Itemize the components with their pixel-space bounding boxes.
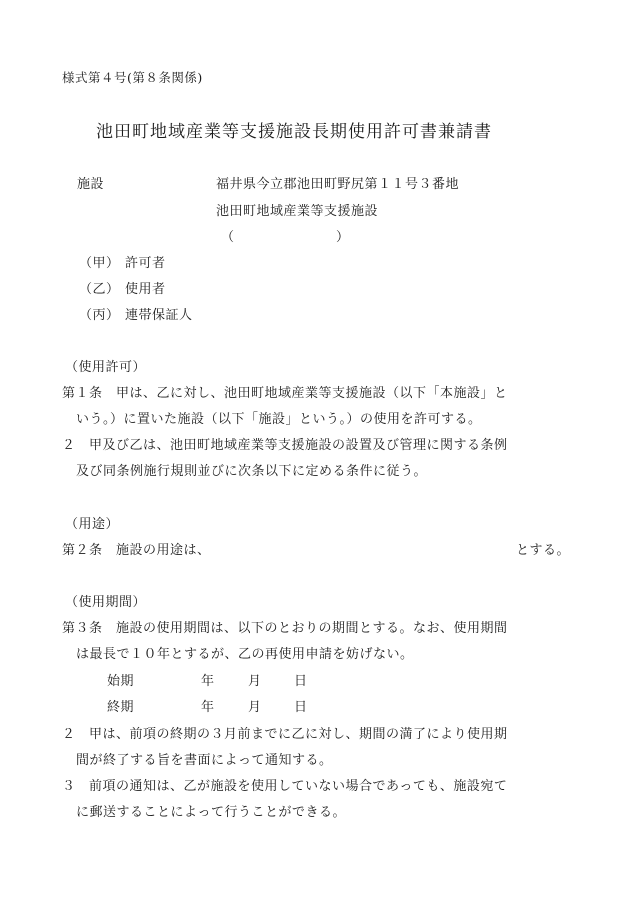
party-kou-role: 許可者	[125, 256, 166, 271]
article1-para1-line1: 第１条 甲は、乙に対し、池田町地域産業等支援施設（以下「本施設」と	[62, 386, 508, 401]
article3-para3-line1: ３ 前項の通知は、乙が施設を使用していない場合であっても、施設宛て	[62, 779, 508, 794]
party-hei-mark: （丙）	[79, 308, 120, 323]
facility-name: 池田町地域産業等支援施設	[216, 204, 379, 219]
party-kou-mark: （甲）	[79, 256, 120, 271]
period-end-year: 年	[201, 700, 215, 715]
period-start-day: 日	[294, 674, 308, 689]
article2-line-end: とする。	[516, 543, 571, 558]
document-title: 池田町地域産業等支援施設長期使用許可書兼請書	[96, 122, 492, 142]
period-start-label: 始期	[107, 674, 135, 689]
form-number: 様式第４号(第８条関係)	[62, 70, 203, 85]
article2-heading: （用途）	[65, 517, 120, 532]
article2-line-start: 第２条 施設の用途は、	[62, 543, 211, 558]
facility-address: 福井県今立郡池田町野尻第１１号３番地	[216, 177, 460, 192]
facility-label: 施設	[77, 177, 105, 192]
article3-heading: （使用期間）	[65, 595, 147, 610]
period-end-label: 終期	[107, 700, 135, 715]
period-end-month: 月	[248, 700, 262, 715]
article3-para3-line2: に郵送することによって行うことができる。	[76, 805, 347, 820]
article1-para2-line1: ２ 甲及び乙は、池田町地域産業等支援施設の設置及び管理に関する条例	[62, 438, 508, 453]
article1-para1-line2: いう。）に置いた施設（以下「施設」という。）の使用を許可する。	[76, 412, 482, 427]
period-start-year: 年	[201, 674, 215, 689]
party-hei-role: 連帯保証人	[125, 308, 193, 323]
article1-para2-line2: 及び同条例施行規則並びに次条以下に定める条件に従う。	[76, 464, 428, 479]
party-otsu-mark: （乙）	[79, 282, 120, 297]
article3-para1-line2: は最長で１０年とするが、乙の再使用申請を妨げない。	[76, 647, 414, 662]
article3-para2-line1: ２ 甲は、前項の終期の３月前までに乙に対し、期間の満了により使用期	[62, 727, 508, 742]
period-start-month: 月	[248, 674, 262, 689]
article1-heading: （使用許可）	[65, 360, 147, 375]
article3-para2-line2: 間が終了する旨を書面によって通知する。	[76, 753, 333, 768]
period-end-day: 日	[294, 700, 308, 715]
party-otsu-role: 使用者	[125, 282, 166, 297]
facility-paren-open: （	[221, 230, 235, 245]
facility-paren-close: ）	[336, 230, 350, 245]
article3-para1-line1: 第３条 施設の使用期間は、以下のとおりの期間とする。なお、使用期間	[62, 621, 508, 636]
